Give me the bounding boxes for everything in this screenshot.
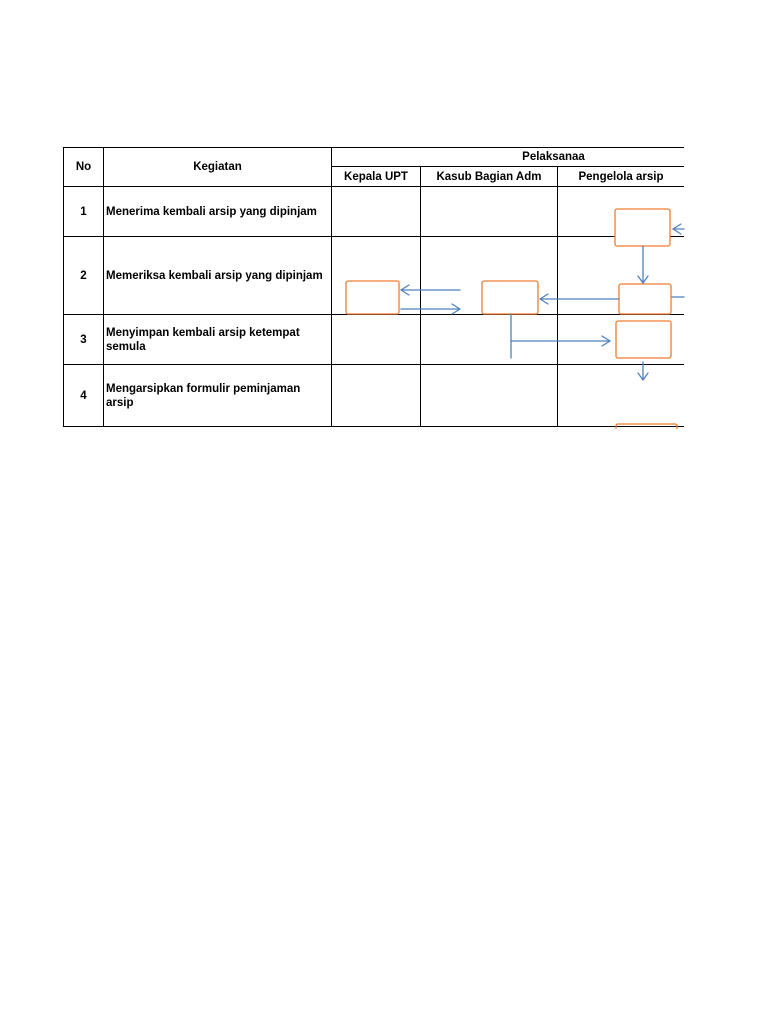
row-3-cell-kepala-upt [331,314,421,365]
row-1-no [63,186,104,237]
activity-text: Memeriksa kembali arsip yang dipinjam [106,269,323,282]
row-2-cell-kasub-bagian-adm [420,236,558,315]
header-role-kasub-bagian-adm [420,166,558,187]
row-number: 2 [80,269,87,282]
row-3-cell-pengelola-arsip [557,314,684,365]
row-number: 3 [80,333,87,346]
row-number: 4 [80,389,87,402]
row-1-cell-kasub-bagian-adm [420,186,558,237]
row-4-cell-kasub-bagian-adm [420,364,558,427]
header-role-kepala-upt [331,166,421,187]
header-executor [331,147,684,167]
header-role-label: Kasub Bagian Adm [436,170,542,183]
row-2-activity [103,236,332,315]
row-2-no [63,236,104,315]
activity-text: Menerima kembali arsip yang dipinjam [106,205,317,218]
row-3-no [63,314,104,365]
row-1-cell-kepala-upt [331,186,421,237]
activity-text: Menyimpan kembali arsip ketempat semula [106,326,300,353]
activity-text: Mengarsipkan formulir peminjaman arsip [106,382,301,409]
header-no [63,147,104,187]
procedure-table [63,147,684,427]
header-no-label: No [75,161,92,173]
row-2-cell-kepala-upt [331,236,421,315]
row-2-cell-pengelola-arsip [557,236,684,315]
header-role-label: Pengelola arsip [578,170,664,183]
row-1-cell-pengelola-arsip [557,186,684,237]
header-activity-label: Kegiatan [193,161,242,173]
header-role-label: Kepala UPT [344,170,408,183]
row-4-cell-pengelola-arsip [557,364,684,427]
row-3-activity [103,314,332,365]
header-activity [103,147,332,187]
row-4-activity [103,364,332,427]
header-executor-label: Pelaksanaa [522,151,585,163]
row-4-no [63,364,104,427]
row-number: 1 [80,205,87,218]
row-1-activity [103,186,332,237]
header-role-pengelola-arsip [557,166,684,187]
row-4-cell-kepala-upt [331,364,421,427]
row-3-cell-kasub-bagian-adm [420,314,558,365]
